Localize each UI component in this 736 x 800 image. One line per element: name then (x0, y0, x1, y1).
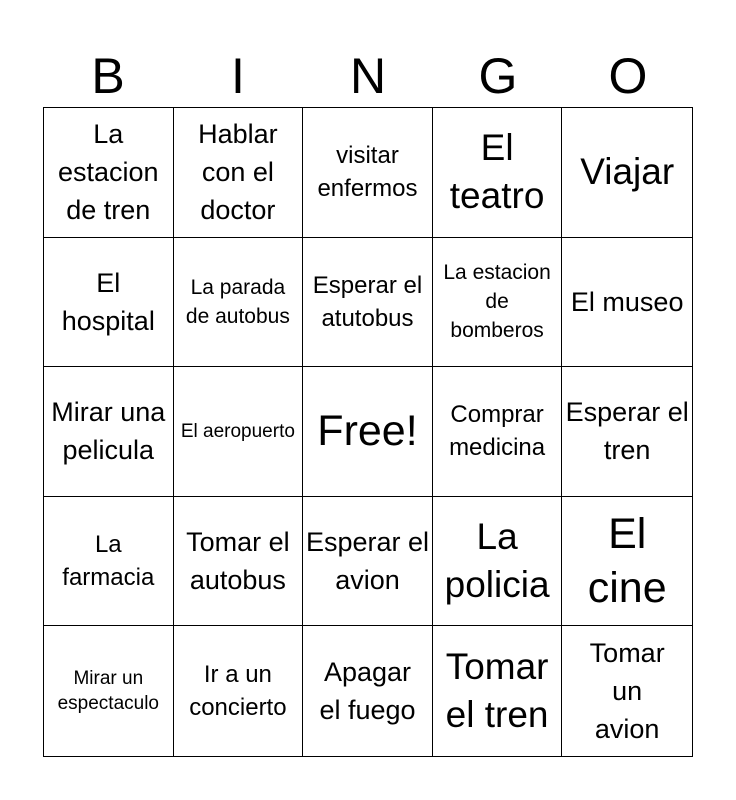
cell-label: Tomar el tren (445, 646, 549, 736)
bingo-cell[interactable] (174, 497, 304, 627)
cell-label: Esperar el avion (305, 527, 430, 596)
header-letter-g: G (478, 48, 518, 104)
free-space[interactable] (303, 367, 433, 497)
cell-label: Comprar medicina (449, 401, 546, 462)
cell-label: Tomar el autobus (186, 527, 290, 596)
bingo-cell[interactable] (433, 238, 563, 368)
bingo-cell[interactable] (433, 367, 563, 497)
cell-label: Mirar una pelicula (51, 397, 166, 466)
bingo-cell[interactable] (433, 108, 563, 238)
bingo-cell[interactable] (562, 108, 692, 238)
cell-label: Mirar un espectaculo (57, 668, 159, 715)
bingo-cell[interactable] (174, 108, 304, 238)
cell-label: Esperar el atutobus (312, 271, 423, 332)
cell-label: Apagar el fuego (319, 657, 416, 726)
header-letter-o: O (608, 48, 648, 104)
bingo-cell[interactable] (174, 626, 304, 756)
cell-label: La parada de autobus (185, 275, 290, 328)
cell-label: Hablar con el doctor (198, 119, 278, 226)
bingo-board (43, 107, 693, 757)
cell-label: El teatro (449, 127, 545, 217)
cell-label: visitar enfermos (317, 142, 418, 203)
cell-label: Esperar el tren (565, 397, 689, 466)
free-space-label: Free! (317, 407, 418, 456)
bingo-cell[interactable] (44, 238, 174, 368)
cell-label: Viajar (580, 151, 675, 193)
bingo-cell[interactable] (44, 108, 174, 238)
cell-label: El museo (570, 286, 684, 317)
bingo-cell[interactable] (303, 626, 433, 756)
cell-label: La farmacia (62, 531, 155, 592)
bingo-cell[interactable] (44, 497, 174, 627)
bingo-cell[interactable] (303, 108, 433, 238)
bingo-header (43, 46, 693, 106)
bingo-cell[interactable] (562, 367, 692, 497)
bingo-cell[interactable] (303, 497, 433, 627)
bingo-cell[interactable] (303, 238, 433, 368)
bingo-cell[interactable] (44, 626, 174, 756)
cell-label: La policia (444, 516, 550, 606)
cell-label: El aeropuerto (180, 420, 295, 442)
bingo-cell[interactable] (174, 367, 304, 497)
bingo-cell[interactable] (562, 238, 692, 368)
cell-label: La estacion de bomberos (443, 261, 551, 343)
header-letter-i: I (231, 48, 245, 104)
header-letter-b: B (91, 48, 125, 104)
bingo-cell[interactable] (562, 626, 692, 756)
bingo-cell[interactable] (562, 497, 692, 627)
bingo-cell[interactable] (433, 497, 563, 627)
cell-label: El hospital (61, 267, 155, 336)
header-letter-n: N (349, 48, 387, 104)
bingo-cell[interactable] (44, 367, 174, 497)
cell-label: Ir a un concierto (189, 661, 287, 722)
cell-label: La estacion de tren (58, 119, 159, 226)
cell-label: Tomar un avion (589, 638, 665, 745)
bingo-cell[interactable] (174, 238, 304, 368)
bingo-cell[interactable] (433, 626, 563, 756)
cell-label: El cine (587, 510, 667, 613)
